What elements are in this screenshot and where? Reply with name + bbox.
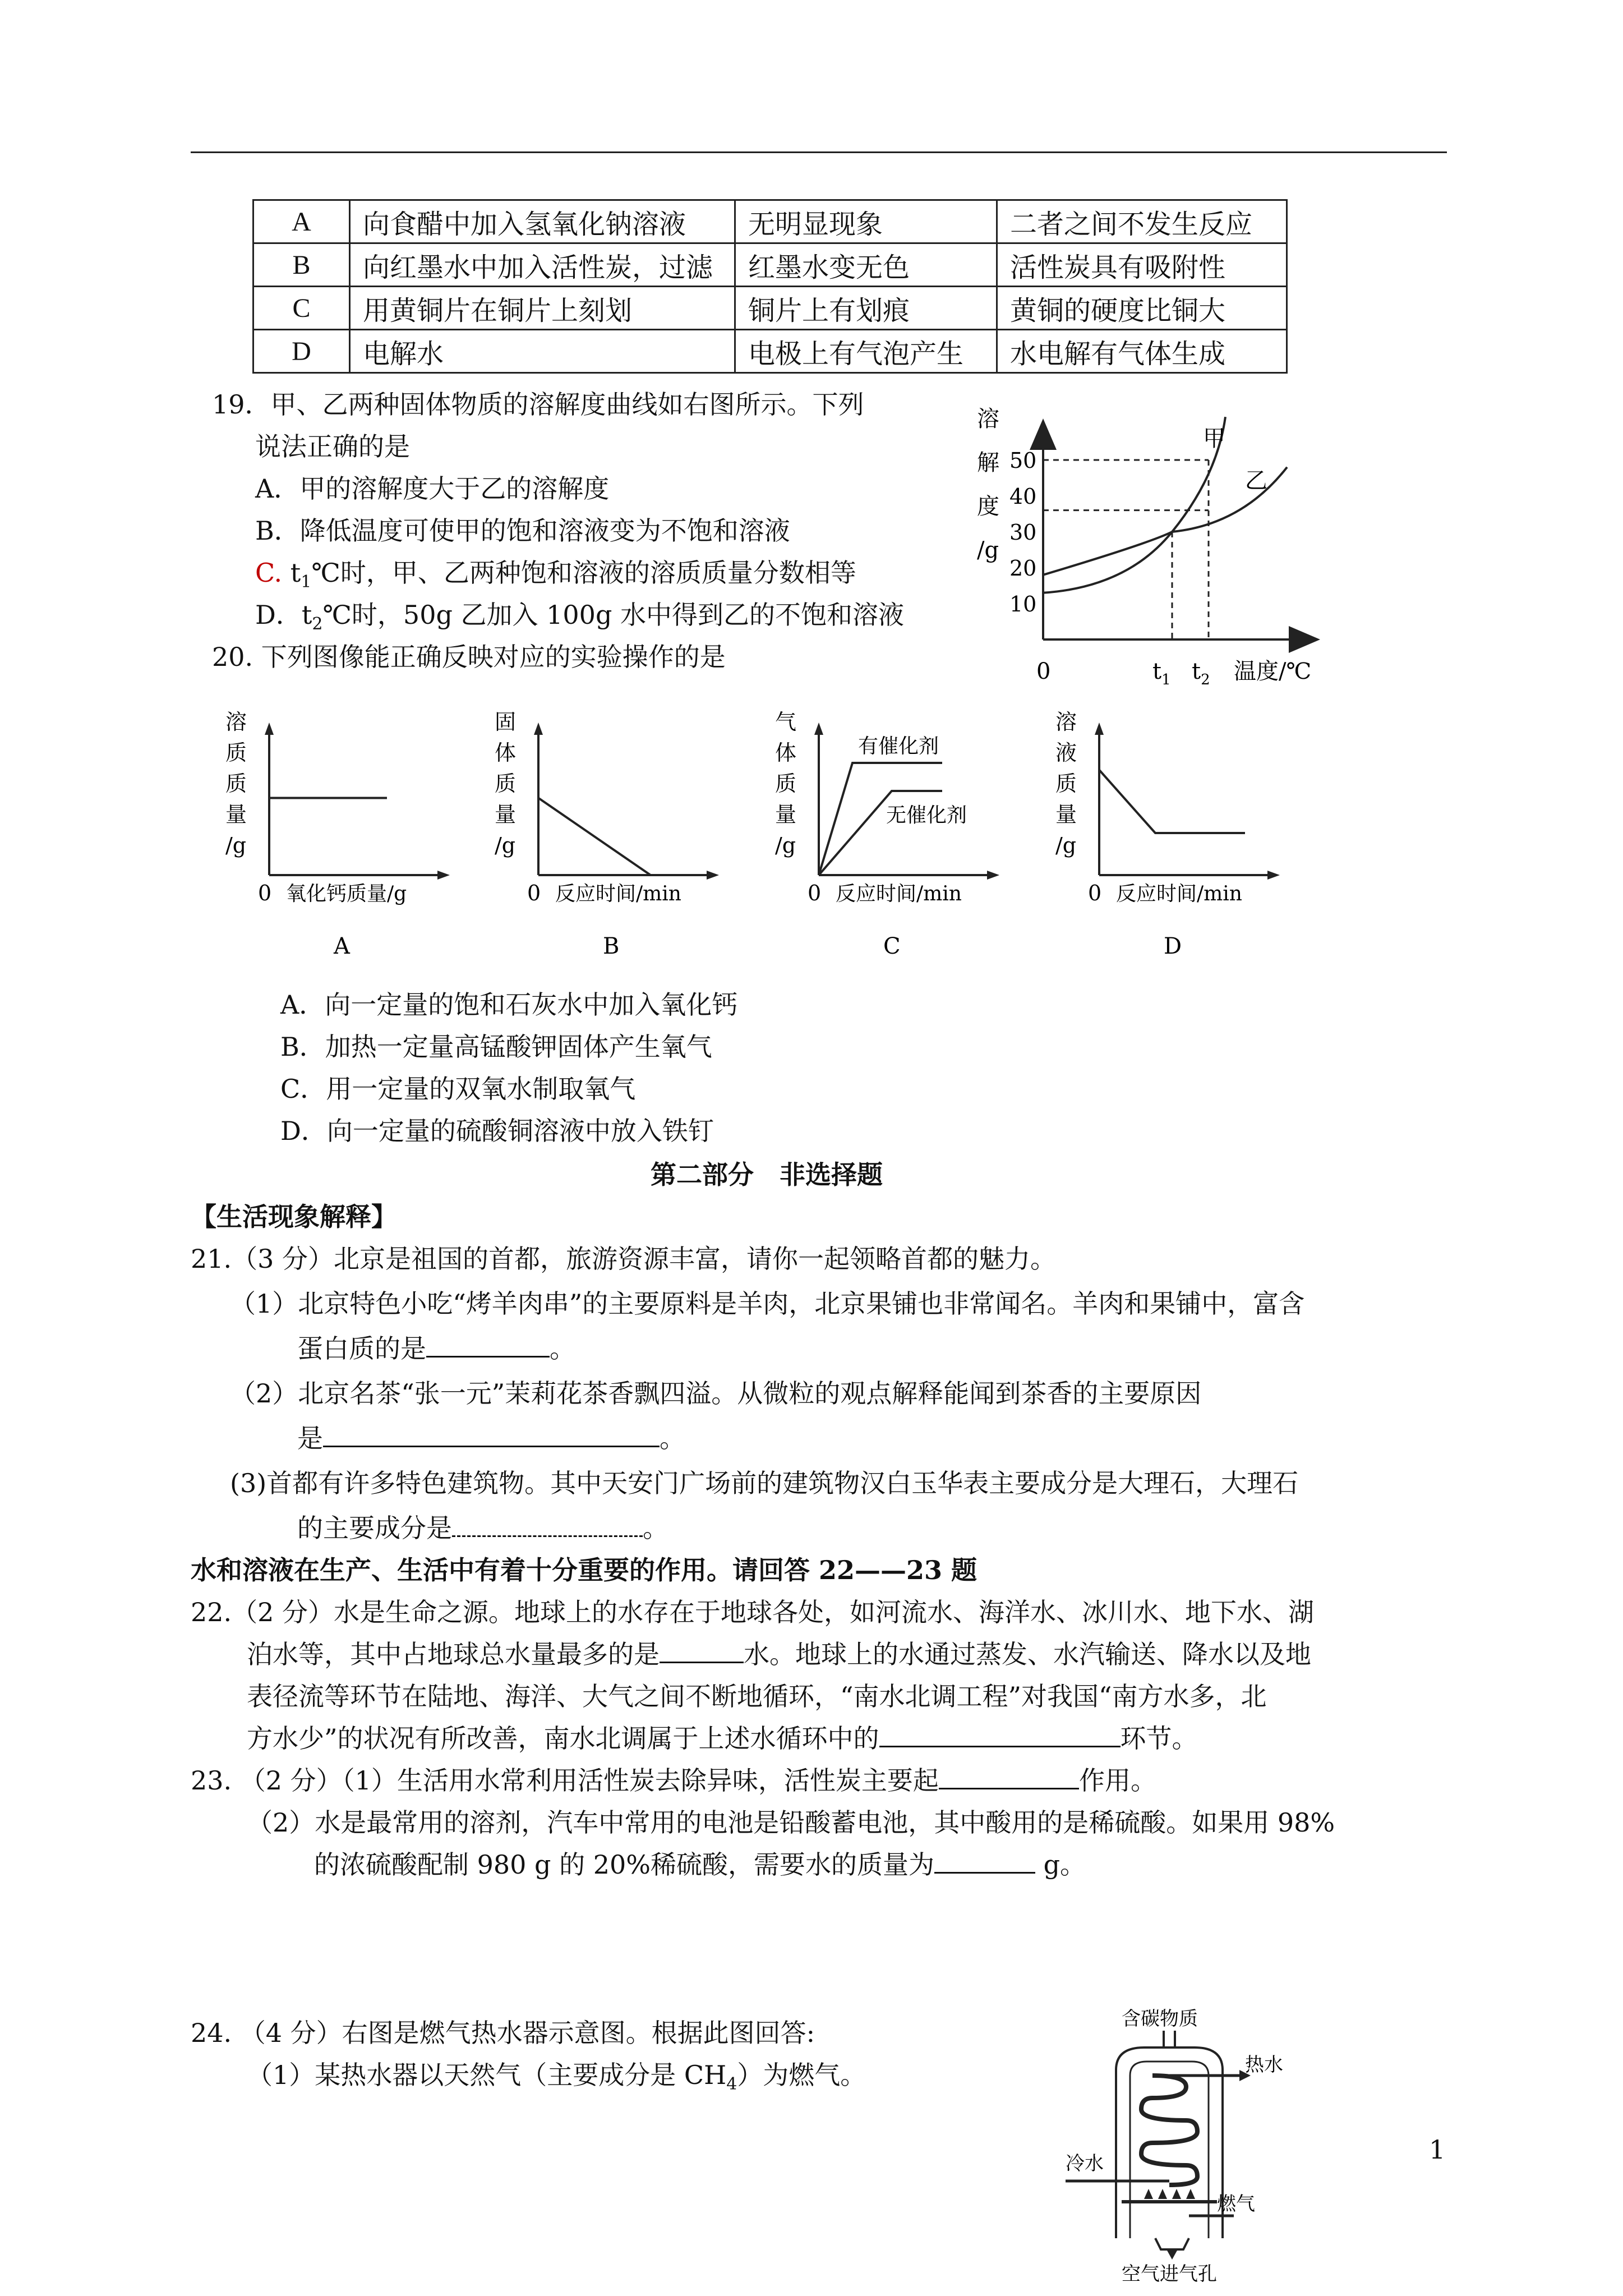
q22-line2: 泊水等，其中占地球总水量最多的是 水。地球上的水通过蒸发、水汽输送、降水以及地	[247, 1639, 1311, 1669]
q20-ylabel-char: 质	[495, 771, 517, 796]
q20-series-line	[538, 798, 651, 876]
sol-origin: 0	[1036, 659, 1051, 684]
q23-line2: （2）水是最常用的溶剂，汽车中常用的电池是铅酸蓄电池，其中酸用的是稀硫酸。如果用 98%	[247, 1807, 1335, 1838]
q20-y-arrow	[534, 723, 543, 735]
q20-y-arrow	[1095, 723, 1104, 735]
heater-coil	[1141, 2076, 1197, 2185]
sol-ylabel-3: 度	[977, 494, 999, 519]
q24-line2: （1）某热水器以天然气（主要成分是 $CH_4$）为燃气。	[247, 2060, 866, 2095]
table-row	[253, 200, 1287, 243]
q20-label-catalyst: 有催化剂	[858, 735, 939, 758]
q20-option-d: D．向一定量的硫酸铜溶液中放入铁钉	[280, 1116, 714, 1146]
sol-ytick: 40	[1009, 484, 1037, 509]
q20-label-no-catalyst: 无催化剂	[886, 804, 967, 827]
sol-t2: $t_2$	[1192, 659, 1210, 688]
q20-ylabel-char: 体	[775, 740, 797, 765]
q24-line1: 24. （4 分）右图是燃气热水器示意图。根据此图回答:	[191, 2018, 815, 2048]
q20-ylabel-char: 质	[225, 740, 247, 765]
q20-ylabel-char: 量	[225, 802, 247, 827]
q20-ylabel-char: 溶	[225, 710, 247, 734]
heater-label-cold: 冷水	[1066, 2152, 1104, 2175]
heater-label-hot: 热水	[1245, 2054, 1283, 2076]
q20-letter: A	[334, 933, 350, 959]
table-cell: 活性炭具有吸附性	[997, 243, 1287, 287]
table-row	[253, 243, 1287, 287]
header-rule	[191, 151, 1447, 153]
q23-blank-1[interactable]	[939, 1765, 1079, 1789]
q23-line3: 的浓硫酸配制 980 g 的 20%稀硫酸，需要水的质量为 g。	[314, 1849, 1086, 1880]
table-cell: 电极上有气泡产生	[735, 330, 997, 373]
q20-option-b: B．加热一定量高锰酸钾固体产生氧气	[280, 1032, 712, 1062]
q21-part1-line1: （1）北京特色小吃“烤羊肉串”的主要原料是羊肉，北京果铺也非常闻名。羊肉和果铺中，富含	[230, 1289, 1305, 1319]
q21-blank-3[interactable]	[452, 1513, 643, 1537]
q20-ylabel-char: 液	[1055, 740, 1077, 765]
q20-ylabel-char: 量	[495, 802, 517, 827]
q20-ylabel-char: /g	[225, 833, 247, 858]
q21-blank-2[interactable]	[323, 1423, 660, 1447]
table-cell: 铜片上有划痕	[735, 287, 997, 330]
part-two-title: 第二部分 非选择题	[651, 1159, 883, 1190]
q20-y-arrow	[265, 723, 274, 735]
q21-blank-1[interactable]	[426, 1333, 550, 1358]
sol-ylabel-2: 解	[977, 450, 999, 476]
q20-xlabel: 反应时间/min	[836, 882, 962, 905]
q20-ylabel-char: /g	[1055, 833, 1077, 858]
q22-line1: 22.（2 分）水是生命之源。地球上的水存在于地球各处，如河流水、海洋水、冰川水、地下水、湖	[191, 1597, 1315, 1627]
sol-series-jia: 甲	[1203, 426, 1225, 452]
q20-stem: 20. 下列图像能正确反映对应的实验操作的是	[212, 642, 726, 672]
table-cell: A	[253, 200, 350, 243]
table-cell: 二者之间不发生反应	[997, 200, 1287, 243]
q20-x-arrow	[987, 871, 999, 880]
q22-blank-1[interactable]	[660, 1639, 744, 1663]
sol-t1: $t_1$	[1152, 659, 1171, 688]
table-cell: C	[253, 287, 350, 330]
q21-stem: 21.（3 分）北京是祖国的首都，旅游资源丰富，请你一起领略首都的魅力。	[191, 1244, 1057, 1274]
q20-origin: 0	[258, 881, 272, 905]
table-cell: D	[253, 330, 350, 373]
sol-ytick: 50	[1009, 448, 1037, 473]
q20-letter: B	[603, 933, 620, 959]
q20-ylabel-char: /g	[495, 833, 516, 858]
table-cell: 无明显现象	[735, 200, 997, 243]
q20-ylabel-char: 质	[775, 771, 797, 796]
q19-option-c: C. $t_1℃$时，甲、乙两种饱和溶液的溶质质量分数相等	[255, 558, 856, 592]
q20-ylabel-char: 固	[495, 710, 517, 734]
table-cell: 水电解有气体生成	[997, 330, 1287, 373]
q20-ylabel-char: 量	[775, 802, 797, 827]
sol-series-yi: 乙	[1245, 468, 1267, 494]
table-cell: 电解水	[350, 330, 735, 373]
q20-x-arrow	[437, 871, 450, 880]
q20-ylabel-char: 质	[225, 771, 247, 796]
options-table	[252, 199, 1288, 374]
q20-chart-a	[224, 707, 494, 965]
gas-heater-diagram	[1054, 2003, 1301, 2283]
q21-part2-line1: （2）北京名茶“张一元”茉莉花茶香飘四溢。从微粒的观点解释能闻到茶香的主要原因	[230, 1378, 1202, 1409]
q20-ylabel-char: 质	[1055, 771, 1077, 796]
table-cell: 用黄铜片在铜片上刻划	[350, 287, 735, 330]
q20-xlabel: 反应时间/min	[555, 882, 681, 905]
sol-ylabel-4: /g	[977, 537, 999, 563]
q20-ylabel-char: 溶	[1055, 710, 1077, 734]
table-cell: B	[253, 243, 350, 287]
q23-line1: 23. （2 分）（1）生活用水常利用活性炭去除异味，活性炭主要起 作用。	[191, 1765, 1156, 1796]
q20-series-line	[1099, 770, 1245, 834]
table-cell: 向食醋中加入氢氧化钠溶液	[350, 200, 735, 243]
q19-option-b: B．降低温度可使甲的饱和溶液变为不饱和溶液	[255, 516, 790, 546]
section-life: 【生活现象解释】	[191, 1202, 397, 1232]
q21-part3-line2: 的主要成分是 。	[297, 1513, 668, 1543]
q20-ylabel-char: 气	[775, 710, 797, 734]
q19-stem-line1: 19．甲、乙两种固体物质的溶解度曲线如右图所示。下列	[212, 389, 864, 420]
q20-x-arrow	[707, 871, 719, 880]
solubility-chart	[953, 404, 1346, 696]
table-cell: 红墨水变无色	[735, 243, 997, 287]
table-row	[253, 287, 1287, 330]
heater-label-gas: 燃气	[1217, 2193, 1255, 2215]
q19-option-d: D．$t_2℃$时，50g 乙加入 100g 水中得到乙的不饱和溶液	[255, 600, 905, 634]
q22-blank-2[interactable]	[879, 1723, 1121, 1747]
q20-xlabel: 氧化钙质量/g	[286, 882, 407, 905]
q20-origin: 0	[527, 881, 541, 905]
q21-part3-line1: (3)首都有许多特色建筑物。其中天安门广场前的建筑物汉白玉华表主要成分是大理石，大理石	[230, 1468, 1299, 1498]
page-number: 1	[1429, 2134, 1446, 2165]
q20-origin: 0	[808, 881, 822, 905]
sol-xlabel: 温度/℃	[1234, 659, 1312, 684]
q20-chart-b	[494, 707, 763, 965]
q20-option-c: C．用一定量的双氧水制取氧气	[280, 1074, 636, 1104]
sol-ylabel-1: 溶	[977, 406, 999, 432]
table-cell: 向红墨水中加入活性炭，过滤	[350, 243, 735, 287]
q19-option-c-letter: C.	[255, 558, 283, 588]
q21-part1-line2: 蛋白质的是 。	[297, 1333, 575, 1364]
section-water: 水和溶液在生产、生活中有着十分重要的作用。请回答 22——23 题	[191, 1555, 978, 1585]
table-row	[253, 330, 1287, 373]
heater-label-air: 空气进气孔	[1122, 2263, 1217, 2283]
q20-xlabel: 反应时间/min	[1116, 882, 1242, 905]
q20-y-arrow	[814, 723, 823, 735]
q20-letter: D	[1164, 933, 1182, 959]
q20-ylabel-char: 量	[1055, 802, 1077, 827]
sol-ytick: 30	[1009, 520, 1037, 545]
q23-blank-2[interactable]	[934, 1849, 1035, 1874]
heater-label-carbon: 含碳物质	[1122, 2008, 1198, 2030]
q22-line4: 方水少”的状况有所改善，南水北调属于上述水循环中的 环节。	[247, 1723, 1198, 1754]
q19-option-a: A．甲的溶解度大于乙的溶解度	[255, 473, 610, 504]
q20-chart-c	[774, 707, 1043, 965]
q21-part2-line2: 是 。	[297, 1423, 685, 1453]
q20-ylabel-char: 体	[495, 740, 517, 765]
q20-ylabel-char: /g	[775, 833, 796, 858]
q22-line3: 表径流等环节在陆地、海洋、大气之间不断地循环，“南水北调工程”对我国“南方水多，北	[247, 1681, 1267, 1711]
q20-origin: 0	[1088, 881, 1102, 905]
q20-option-a: A．向一定量的饱和石灰水中加入氧化钙	[280, 990, 738, 1020]
q19-stem-line2: 说法正确的是	[255, 431, 410, 462]
sol-ytick: 20	[1009, 556, 1037, 581]
q20-x-arrow	[1267, 871, 1280, 880]
q20-chart-d	[1054, 707, 1324, 965]
q20-letter: C	[883, 933, 901, 959]
table-cell: 黄铜的硬度比铜大	[997, 287, 1287, 330]
sol-ytick: 10	[1009, 592, 1037, 616]
